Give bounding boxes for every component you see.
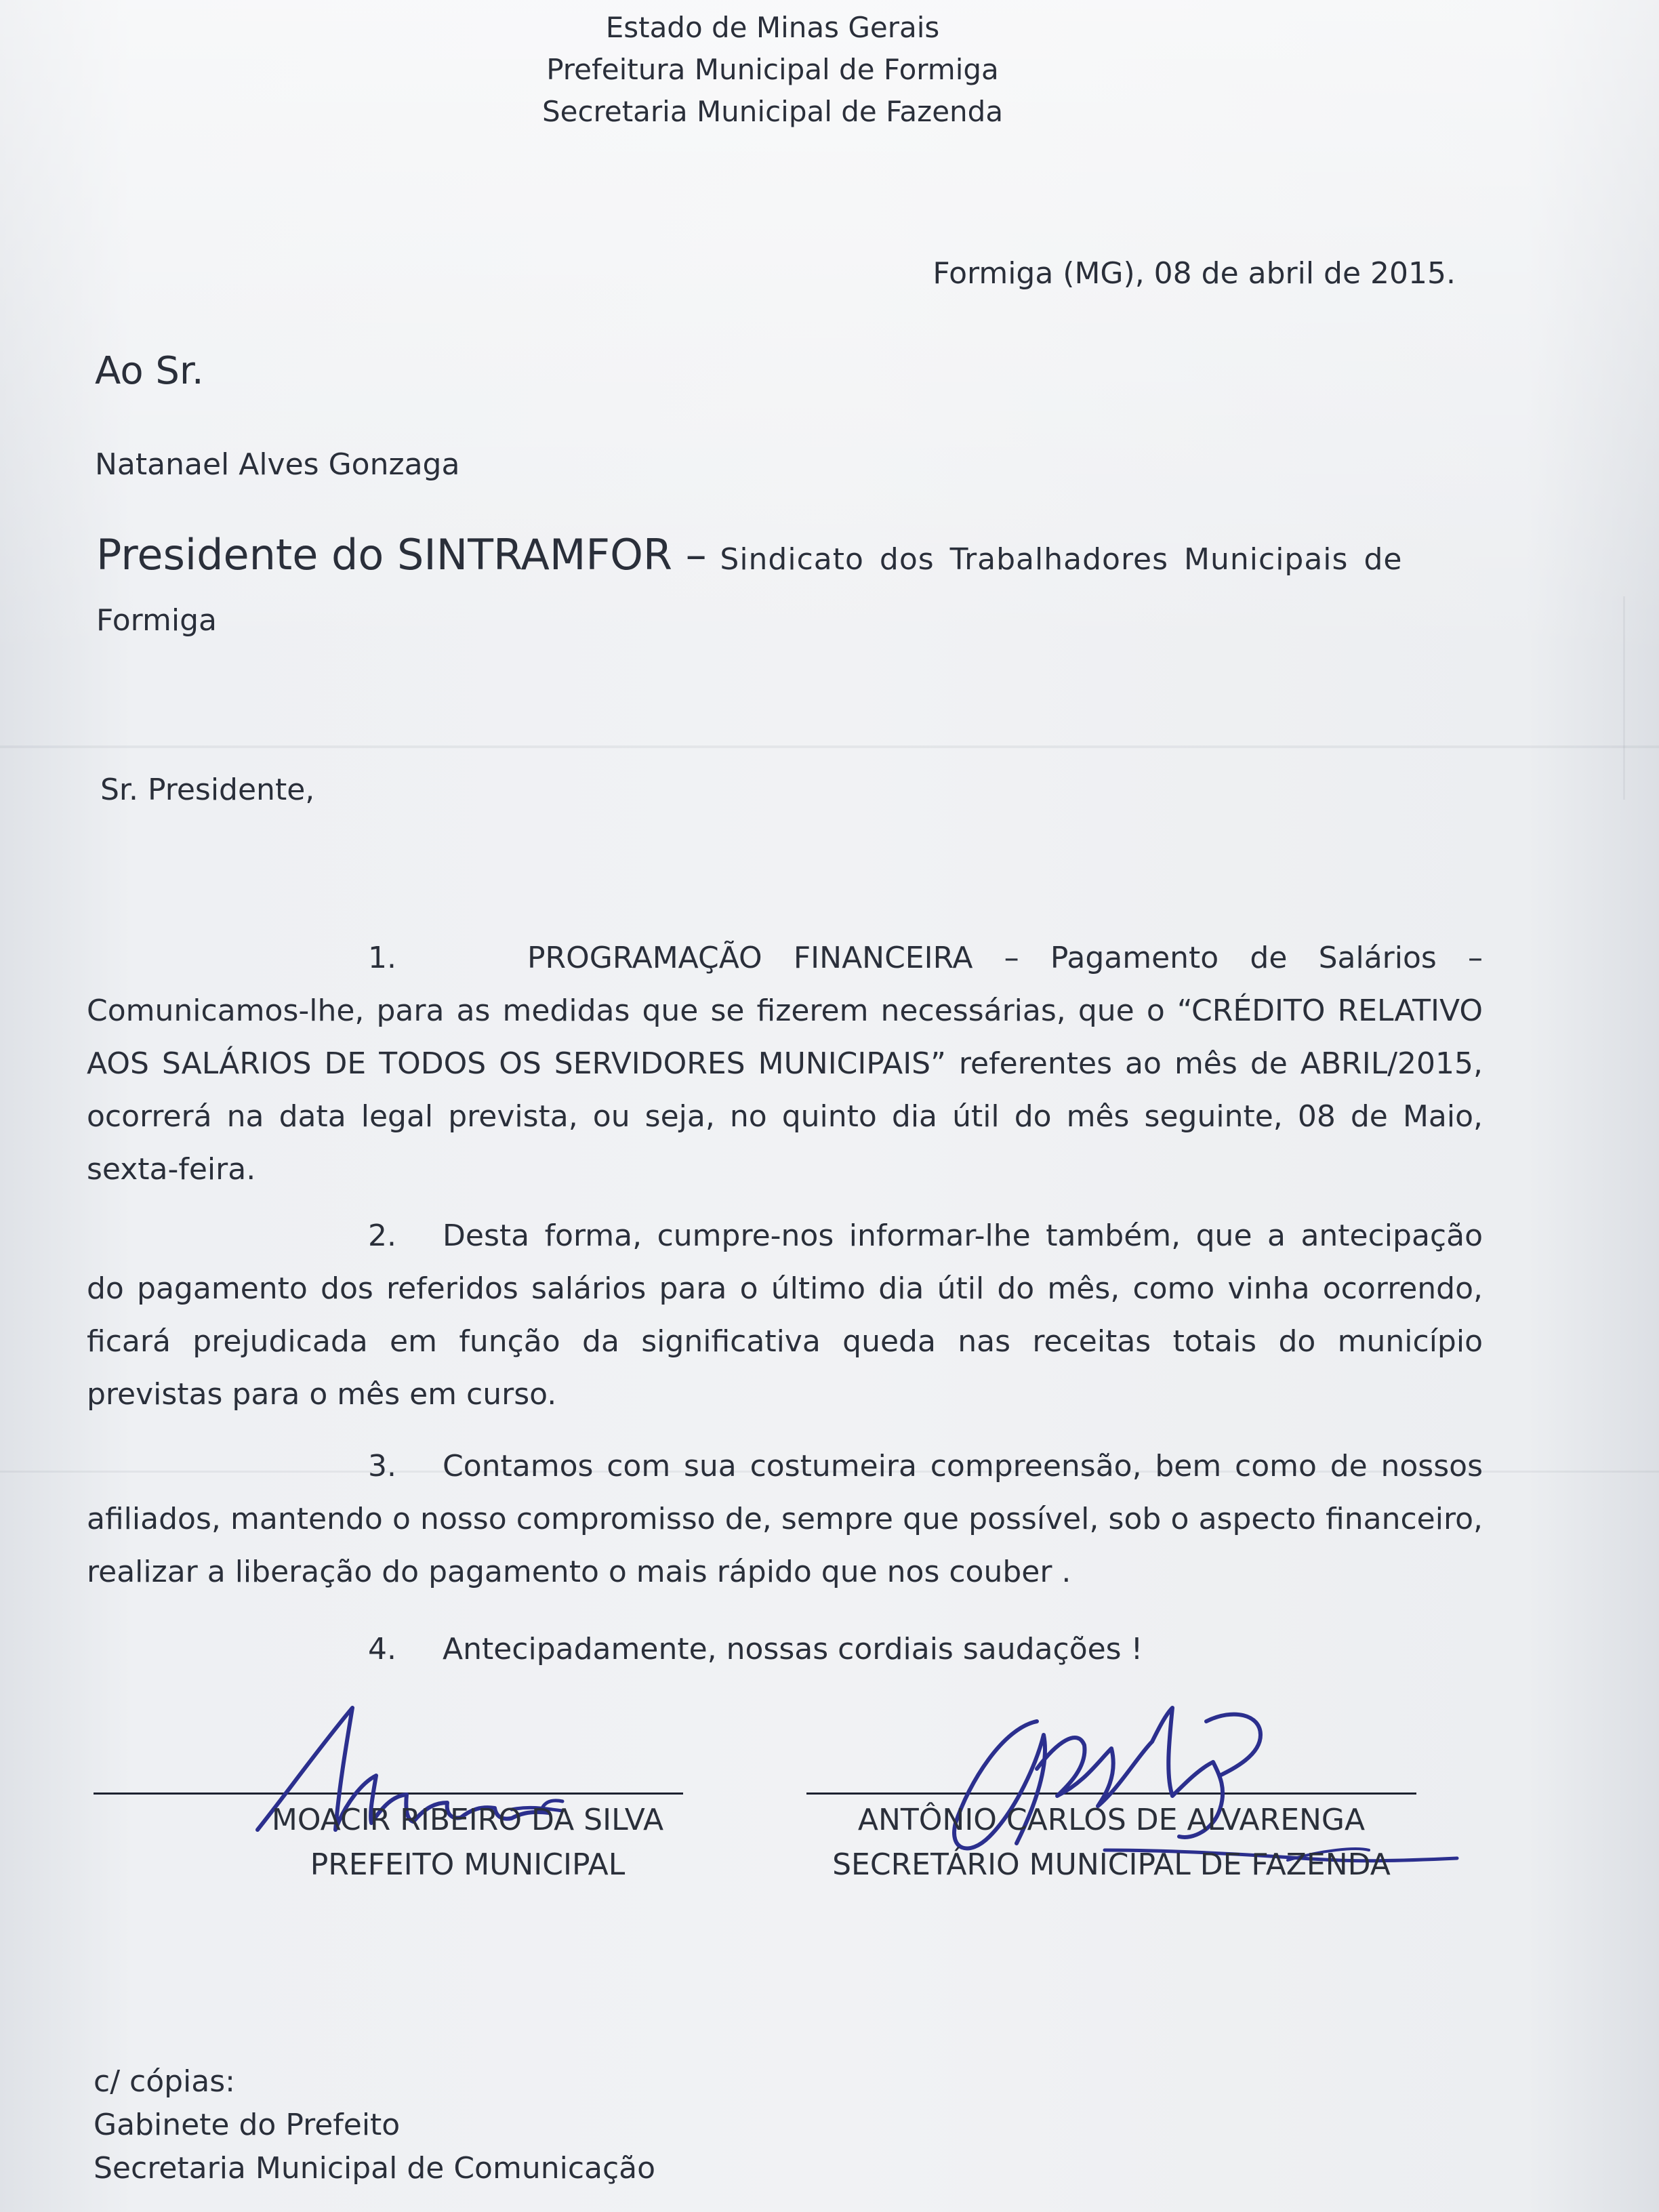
paper-fold: [0, 745, 1659, 748]
paper-fold: [1623, 596, 1625, 800]
copies-heading: c/ cópias:: [94, 2064, 235, 2099]
title-dash: –: [672, 530, 720, 579]
copies-item: Gabinete do Prefeito: [94, 2108, 401, 2142]
header-prefeitura: Prefeitura Municipal de Formiga: [546, 53, 999, 86]
letter-date: Formiga (MG), 08 de abril de 2015.: [933, 256, 1456, 291]
signatory-mayor-name: MOACIR RIBEIRO DA SILVA: [271, 1803, 664, 1837]
paragraph-text: PROGRAMAÇÃO FINANCEIRA – Pagamento de Salários – Comunicamos-lhe, para as medidas que se fizerem necessárias, que o “CRÉDITO RELATIVO AOS SALÁRIOS DE TODOS OS SERVIDORES MUNICIPAIS” referentes ao mês de ABRIL/2015, ocorrerá na data legal prevista, ou seja, no quinto dia útil do mês seguinte, 08 de Maio, sexta-feira.: [87, 941, 1483, 1187]
paragraph-number: 2.: [368, 1218, 396, 1253]
paragraph-text: Contamos com sua costumeira compreensão, bem como de nossos afiliados, mantendo o nosso compromisso de, sempre que possível, sob o aspecto financeiro, realizar a liberação do pagamento o mais rápido que nos couber .: [87, 1449, 1483, 1589]
signatory-mayor-role: PREFEITO MUNICIPAL: [310, 1847, 626, 1882]
recipient-title-rest-2: Formiga: [96, 603, 217, 638]
recipient-salutation: Ao Sr.: [95, 349, 204, 393]
copies-block: [94, 2060, 655, 2190]
paragraph-text: Antecipadamente, nossas cordiais saudações !: [443, 1632, 1143, 1666]
signatory-secretary: [800, 1798, 1423, 1887]
greeting: Sr. Presidente,: [100, 773, 315, 807]
paragraph-number: 1.: [368, 941, 396, 975]
header-secretaria: Secretaria Municipal de Fazenda: [541, 95, 1004, 128]
copies-item: Secretaria Municipal de Comunicação: [94, 2151, 656, 2186]
paragraph-3: [87, 1440, 1483, 1599]
recipient-title-rest: Sindicato dos Trabalhadores Municipais de: [720, 542, 1403, 577]
recipient-title: [96, 530, 1402, 579]
paragraph-number: 3.: [368, 1449, 396, 1483]
signatory-secretary-role: SECRETÁRIO MUNICIPAL DE FAZENDA: [832, 1847, 1391, 1882]
recipient-name: Natanael Alves Gonzaga: [95, 447, 460, 482]
recipient-title-main: Presidente do SINTRAMFOR: [96, 530, 672, 579]
paragraph-1: [87, 932, 1483, 1196]
paragraph-text: Desta forma, cumpre-nos informar-lhe também, que a antecipação do pagamento dos referidos salários para o último dia útil do mês, como vinha ocorrendo, ficará prejudicada em função da significativa queda nas receitas totais do município previstas para o mês em curso.: [87, 1218, 1483, 1412]
signatory-mayor: [197, 1798, 739, 1887]
paragraph-4: [87, 1623, 1483, 1676]
signatory-secretary-name: ANTÔNIO CARLOS DE ALVARENGA: [857, 1803, 1366, 1837]
paragraph-number: 4.: [368, 1632, 396, 1666]
paragraph-2: [87, 1210, 1483, 1421]
header-state: Estado de Minas Gerais: [605, 11, 940, 44]
